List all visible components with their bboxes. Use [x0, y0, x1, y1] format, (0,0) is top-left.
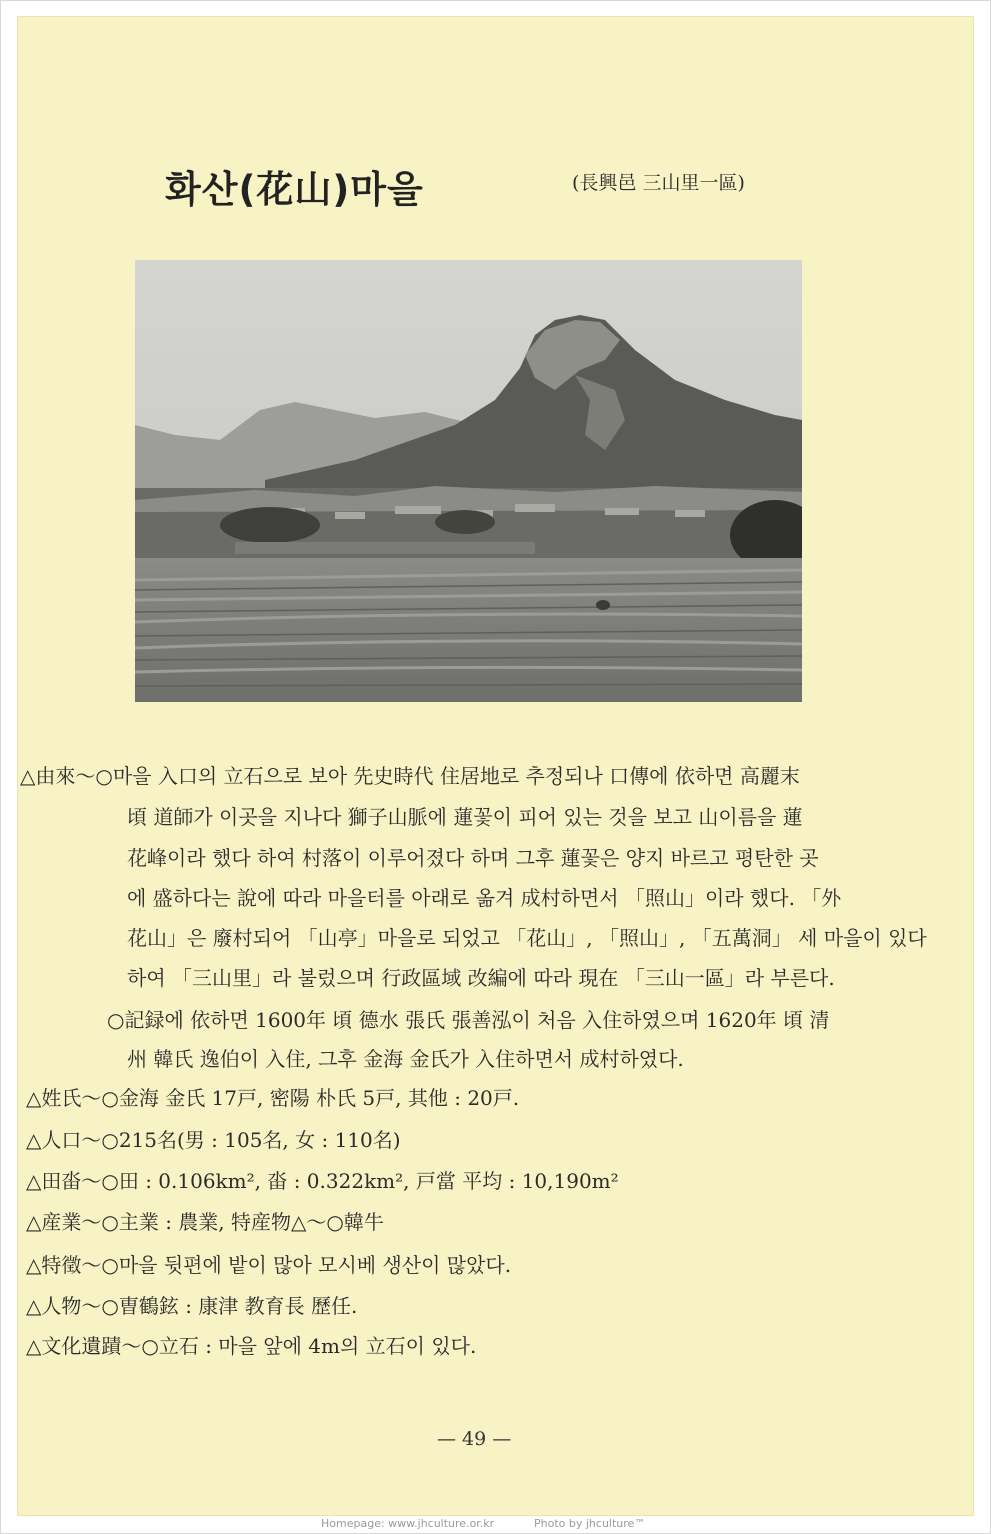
text-line: △由來～○마을 入口의 立石으로 보아 先史時代 住居地로 추정되나 口傳에 依하면 高麗末 — [20, 764, 800, 788]
text-line: △特徵～○마을 뒷편에 밭이 많아 모시베 생산이 많았다. — [26, 1253, 512, 1277]
text-line: △文化遺蹟～○立石 : 마을 앞에 4m의 立石이 있다. — [26, 1334, 477, 1358]
text-line: △産業～○主業 : 農業, 特産物△～○韓牛 — [26, 1210, 384, 1234]
text-line: △田畓～○田 : 0.106km², 畓 : 0.322km², 戸當 平均 : 10,190m² — [26, 1169, 619, 1193]
homepage-link[interactable]: Homepage: www.jhculture.or.kr — [321, 1517, 495, 1530]
photo-image — [135, 260, 802, 702]
footer — [0, 1516, 991, 1534]
text-line: ○記録에 依하면 1600年 頃 德水 張氏 張善泓이 처음 入住하였으며 1620年 頃 清 — [107, 1008, 830, 1032]
mountain-landscape-photo — [135, 260, 802, 702]
text-line: △人物～○曺鶴鉉 : 康津 教育長 歷任. — [26, 1294, 358, 1318]
text-line: 花山」은 廢村되어 「山亭」마을로 되었고 「花山」, 「照山」, 「五萬洞」 세 마을이 있다 — [127, 926, 927, 950]
text-line: 하여 「三山里」라 불렀으며 行政區域 改編에 따라 現在 「三山一區」라 부른다. — [127, 966, 835, 990]
text-line: 에 盛하다는 說에 따라 마을터를 아래로 옮겨 成村하면서 「照山」이라 했다. 「外 — [127, 886, 842, 910]
text-line: △人口～○215名(男 : 105名, 女 : 110名) — [26, 1128, 401, 1152]
book-page — [17, 16, 974, 1516]
page-number: — 49 — — [437, 1428, 512, 1450]
text-line: 頃 道師가 이곳을 지나다 獅子山脈에 蓮꽃이 피어 있는 것을 보고 山이름을 蓮 — [127, 805, 803, 829]
page-title: 화산(花山)마을 — [165, 168, 424, 211]
text-line: 州 韓氏 逸伯이 入住, 그후 金海 金氏가 入住하면서 成村하였다. — [127, 1047, 684, 1071]
text-line: 花峰이라 했다 하여 村落이 이루어졌다 하며 그후 蓮꽃은 양지 바르고 평탄한 곳 — [127, 846, 819, 870]
text-line: △姓氏～○金海 金氏 17戸, 密陽 朴氏 5戸, 其他 : 20戸. — [26, 1086, 520, 1110]
photo-credit: Photo by jhculture™ — [534, 1517, 646, 1530]
location-subtitle: (長興邑 三山里一區) — [572, 172, 745, 194]
